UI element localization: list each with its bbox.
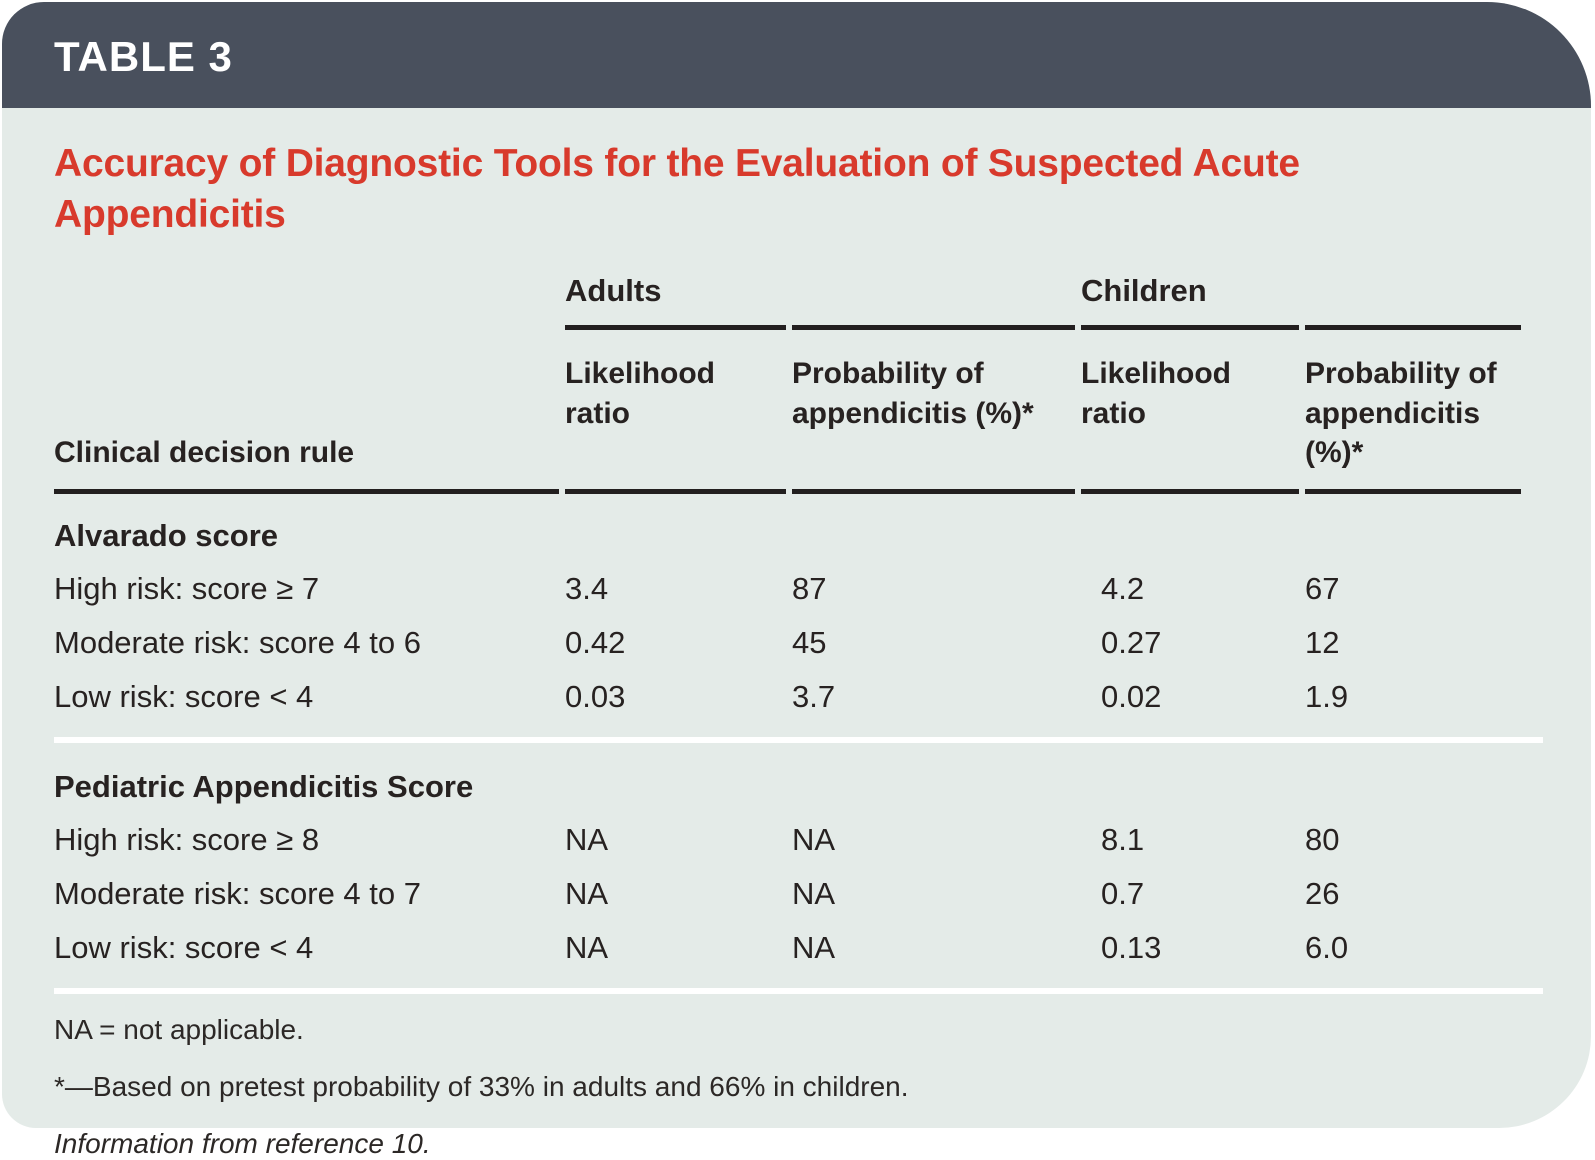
table-title-line1: Accuracy of Diagnostic Tools for the Evaluation of Suspected Acute — [54, 142, 1300, 185]
adults-likelihood-ratio-value: 3.4 — [565, 570, 609, 606]
adults-probability-value: 3.7 — [792, 678, 836, 714]
row-label: Low risk: score < 4 — [54, 678, 314, 714]
table-number-label: TABLE 3 — [54, 33, 233, 80]
footnote-source: Information from reference 10. — [54, 1127, 431, 1159]
adults-probability-value: NA — [792, 875, 836, 911]
data-table — [54, 267, 1527, 994]
children-likelihood-ratio-value: 0.13 — [1101, 929, 1162, 965]
group-header-spacer — [54, 267, 565, 330]
group-header-adults: Adults — [565, 267, 786, 330]
children-probability-value: 80 — [1305, 821, 1340, 857]
row-label: Moderate risk: score 4 to 7 — [54, 875, 421, 911]
footer-divider-rule — [54, 988, 1543, 994]
table-row — [54, 562, 1527, 616]
children-probability-value: 26 — [1305, 875, 1340, 911]
table-title-line2: Appendicitis — [54, 193, 286, 237]
row-label: Moderate risk: score 4 to 6 — [54, 624, 421, 660]
children-likelihood-ratio-value: 4.2 — [1101, 570, 1145, 606]
section-divider-rule — [54, 737, 1543, 743]
table-row — [54, 616, 1527, 670]
children-likelihood-ratio-value: 0.7 — [1101, 875, 1145, 911]
children-probability-value: 6.0 — [1305, 929, 1349, 965]
table-title — [54, 138, 1531, 241]
row-label: High risk: score ≥ 8 — [54, 821, 320, 857]
children-probability-value: 12 — [1305, 624, 1340, 660]
row-label: Low risk: score < 4 — [54, 929, 314, 965]
footnote-asterisk: *—Based on pretest probability of 33% in adults and 66% in children. — [54, 1070, 909, 1102]
column-subheader-row — [54, 330, 1527, 494]
table-card — [2, 2, 1591, 1159]
adults-likelihood-ratio-value: NA — [565, 821, 609, 857]
footnote-na: NA = not applicable. — [54, 1013, 304, 1045]
table-row — [54, 921, 1527, 975]
column-header-children-probability: Probability of appendicitis (%)* — [1305, 330, 1521, 494]
column-header-adults-probability: Probability of appendicitis (%)* — [792, 330, 1075, 494]
children-likelihood-ratio-value: 0.27 — [1101, 624, 1162, 660]
table-header-bar — [2, 2, 1591, 108]
row-label: High risk: score ≥ 7 — [54, 570, 320, 606]
table-row — [54, 813, 1527, 867]
group-header-children-span — [1305, 267, 1521, 330]
children-probability-value: 67 — [1305, 570, 1340, 606]
column-header-clinical-decision-rule: Clinical decision rule — [54, 330, 559, 494]
column-header-children-likelihood-ratio: Likelihood ratio — [1081, 330, 1299, 494]
children-probability-value: 1.9 — [1305, 678, 1349, 714]
children-likelihood-ratio-value: 0.02 — [1101, 678, 1162, 714]
adults-likelihood-ratio-value: 0.42 — [565, 624, 626, 660]
group-header-adults-span — [792, 267, 1075, 330]
children-likelihood-ratio-value: 8.1 — [1101, 821, 1145, 857]
adults-likelihood-ratio-value: NA — [565, 929, 609, 965]
adults-probability-value: 45 — [792, 624, 827, 660]
adults-probability-value: NA — [792, 821, 836, 857]
column-header-adults-likelihood-ratio: Likelihood ratio — [565, 330, 786, 494]
adults-probability-value: 87 — [792, 570, 827, 606]
section-heading-pediatric: Pediatric Appendicitis Score — [54, 768, 474, 804]
table-footnotes — [54, 1014, 1531, 1160]
column-group-header-row — [54, 267, 1527, 330]
adults-likelihood-ratio-value: 0.03 — [565, 678, 626, 714]
section-heading-alvarado: Alvarado score — [54, 517, 278, 553]
group-header-children: Children — [1081, 267, 1299, 330]
table-row — [54, 670, 1527, 724]
adults-likelihood-ratio-value: NA — [565, 875, 609, 911]
table-row — [54, 867, 1527, 921]
adults-probability-value: NA — [792, 929, 836, 965]
